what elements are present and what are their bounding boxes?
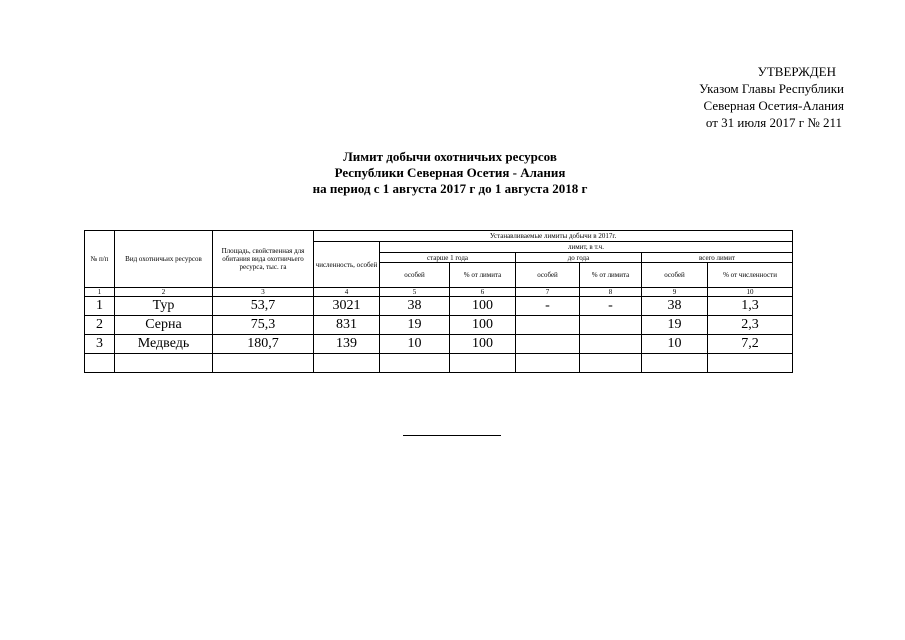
approval-title: УТВЕРЖДЕН	[757, 64, 836, 79]
cell-area: 75,3	[213, 316, 314, 335]
cell-total-count: 38	[642, 297, 708, 316]
cell-num: 2	[85, 316, 115, 335]
cell-total-count: 19	[642, 316, 708, 335]
cell-total-count: 10	[642, 335, 708, 354]
cell-under-pct	[580, 335, 642, 354]
blank-cell	[213, 354, 314, 373]
cell-under-count: -	[516, 297, 580, 316]
header-under-count: особей	[516, 263, 580, 288]
header-older-1y: старше 1 года	[380, 253, 516, 263]
column-number: 1	[85, 288, 115, 297]
blank-row	[85, 354, 793, 373]
header-population: численность, особей	[314, 242, 380, 288]
header-under-1y: до года	[516, 253, 642, 263]
header-total: всего лимит	[642, 253, 793, 263]
column-number: 3	[213, 288, 314, 297]
approval-stamp	[699, 63, 844, 131]
cell-population: 139	[314, 335, 380, 354]
header-limit-incl: лимит, в т.ч.	[380, 242, 793, 253]
header-under-pct: % от лимита	[580, 263, 642, 288]
table-row	[85, 297, 793, 316]
header-species: Вид охотничьих ресурсов	[115, 231, 213, 288]
header-total-pct: % от численности	[708, 263, 793, 288]
blank-cell	[115, 354, 213, 373]
header-num: № п/п	[85, 231, 115, 288]
header-total-count: особей	[642, 263, 708, 288]
blank-cell	[708, 354, 793, 373]
blank-cell	[516, 354, 580, 373]
cell-species: Медведь	[115, 335, 213, 354]
table-row	[85, 335, 793, 354]
cell-total-pct: 7,2	[708, 335, 793, 354]
cell-under-pct	[580, 316, 642, 335]
approval-date: от 31 июля 2017 г № 211	[705, 115, 842, 130]
cell-num: 1	[85, 297, 115, 316]
blank-cell	[85, 354, 115, 373]
cell-total-pct: 1,3	[708, 297, 793, 316]
cell-under-pct: -	[580, 297, 642, 316]
column-number: 6	[450, 288, 516, 297]
column-number: 4	[314, 288, 380, 297]
closing-divider	[403, 435, 501, 436]
blank-cell	[580, 354, 642, 373]
cell-older-count: 19	[380, 316, 450, 335]
cell-older-pct: 100	[450, 335, 516, 354]
blank-cell	[642, 354, 708, 373]
title-line-1: Лимит добычи охотничьих ресурсов	[343, 149, 557, 164]
limits-table	[84, 230, 793, 373]
column-number: 9	[642, 288, 708, 297]
approval-region: Северная Осетия-Алания	[703, 98, 844, 113]
table-row	[85, 316, 793, 335]
header-older-count: особей	[380, 263, 450, 288]
column-number: 10	[708, 288, 793, 297]
cell-area: 180,7	[213, 335, 314, 354]
blank-cell	[450, 354, 516, 373]
document-title	[230, 149, 670, 197]
header-older-pct: % от лимита	[450, 263, 516, 288]
header-limits-group: Устанавливаемые лимиты добычи в 2017г.	[314, 231, 793, 242]
blank-cell	[314, 354, 380, 373]
cell-under-count	[516, 316, 580, 335]
cell-older-count: 38	[380, 297, 450, 316]
column-number: 8	[580, 288, 642, 297]
cell-total-pct: 2,3	[708, 316, 793, 335]
title-line-3: на период с 1 августа 2017 г до 1 августа 2018 г	[312, 181, 588, 196]
cell-older-pct: 100	[450, 316, 516, 335]
cell-num: 3	[85, 335, 115, 354]
title-line-2: Республики Северная Осетия - Алания	[334, 165, 566, 180]
header-row-1	[85, 231, 793, 242]
cell-population: 831	[314, 316, 380, 335]
header-area: Площадь, свойственная для обитания вида охотничьего ресурса, тыс. га	[213, 231, 314, 288]
cell-species: Серна	[115, 316, 213, 335]
column-number: 5	[380, 288, 450, 297]
cell-older-count: 10	[380, 335, 450, 354]
column-number: 7	[516, 288, 580, 297]
cell-species: Тур	[115, 297, 213, 316]
cell-area: 53,7	[213, 297, 314, 316]
cell-under-count	[516, 335, 580, 354]
column-number-row	[85, 288, 793, 297]
blank-cell	[380, 354, 450, 373]
cell-older-pct: 100	[450, 297, 516, 316]
approval-authority: Указом Главы Республики	[699, 81, 844, 96]
column-number: 2	[115, 288, 213, 297]
cell-population: 3021	[314, 297, 380, 316]
